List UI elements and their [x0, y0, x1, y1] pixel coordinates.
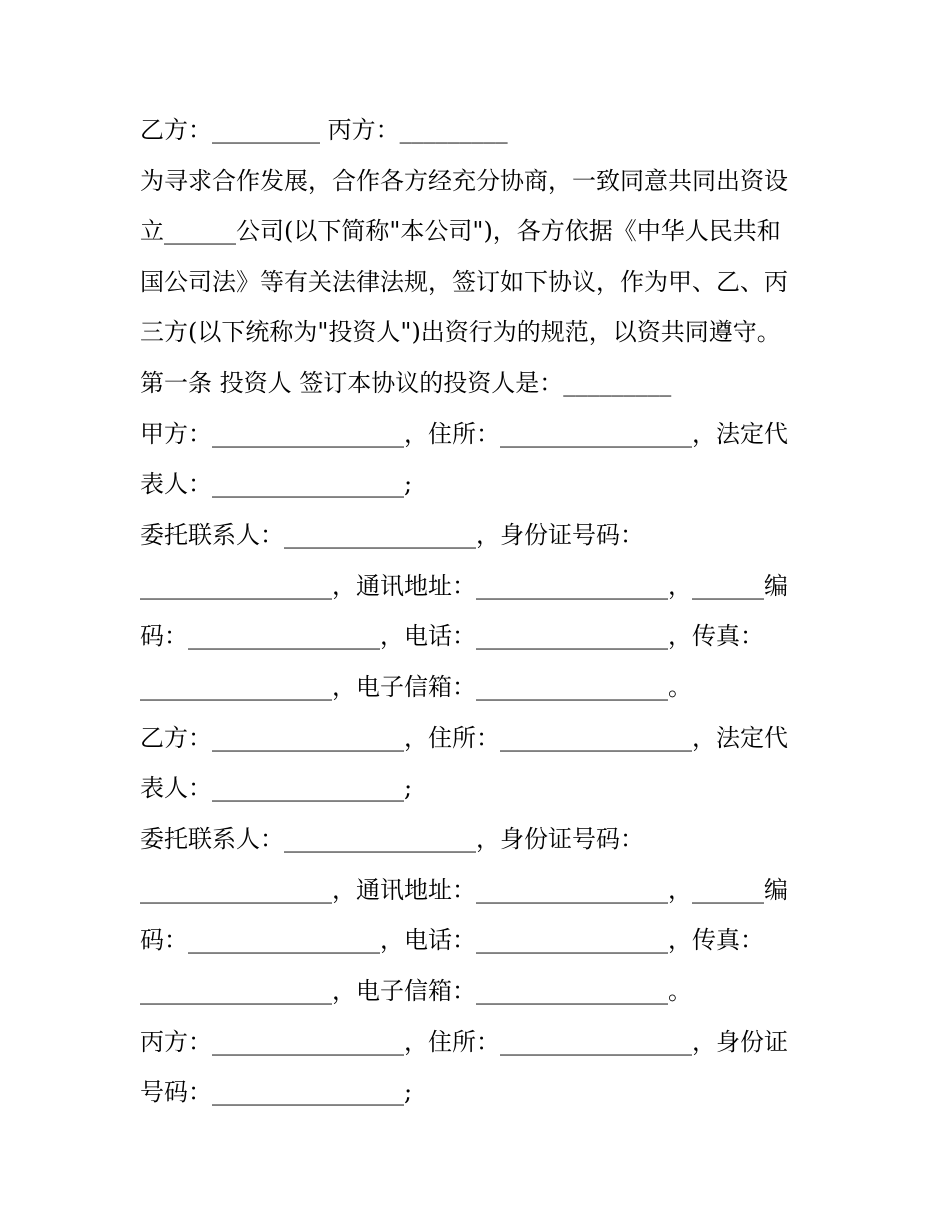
party-b-c-line: 乙方：_________ 丙方：_________ — [140, 116, 508, 144]
party-b-contact-line-3: 码：________________，电话：________________，传真： — [140, 926, 764, 954]
party-a-line-1: 甲方：________________，住所：________________，法定代 — [140, 420, 788, 448]
preamble-line-2: 立______公司(以下简称"本公司")，各方依据《中华人民共和 — [140, 217, 781, 245]
party-a-line-2: 表人：________________; — [140, 470, 413, 498]
party-b-line-2: 表人：________________; — [140, 774, 413, 802]
party-b-contact-line-2: ________________，通讯地址：________________，______编 — [140, 876, 788, 904]
party-c-line-2: 号码：________________; — [140, 1078, 413, 1106]
preamble-line-1: 为寻求合作发展，合作各方经充分协商，一致同意共同出资设 — [140, 167, 788, 195]
article-1-heading: 第一条 投资人 签订本协议的投资人是：_________ — [140, 369, 672, 397]
party-b-line-1: 乙方：________________，住所：________________，法定代 — [140, 724, 788, 752]
party-b-contact-line-1: 委托联系人：________________，身份证号码： — [140, 825, 644, 853]
party-b-contact-line-4: ________________，电子信箱：________________。 — [140, 977, 692, 1005]
party-c-line-1: 丙方：________________，住所：________________，身份证 — [140, 1028, 788, 1056]
party-a-contact-line-3: 码：________________，电话：________________，传真： — [140, 622, 764, 650]
preamble-line-3: 国公司法》等有关法律法规，签订如下协议，作为甲、乙、丙 — [140, 268, 788, 296]
preamble-line-4: 三方(以下统称为"投资人")出资行为的规范，以资共同遵守。 — [140, 318, 781, 346]
party-a-contact-line-1: 委托联系人：________________，身份证号码： — [140, 521, 644, 549]
party-a-contact-line-2: ________________，通讯地址：________________，______编 — [140, 572, 788, 600]
party-a-contact-line-4: ________________，电子信箱：________________。 — [140, 673, 692, 701]
